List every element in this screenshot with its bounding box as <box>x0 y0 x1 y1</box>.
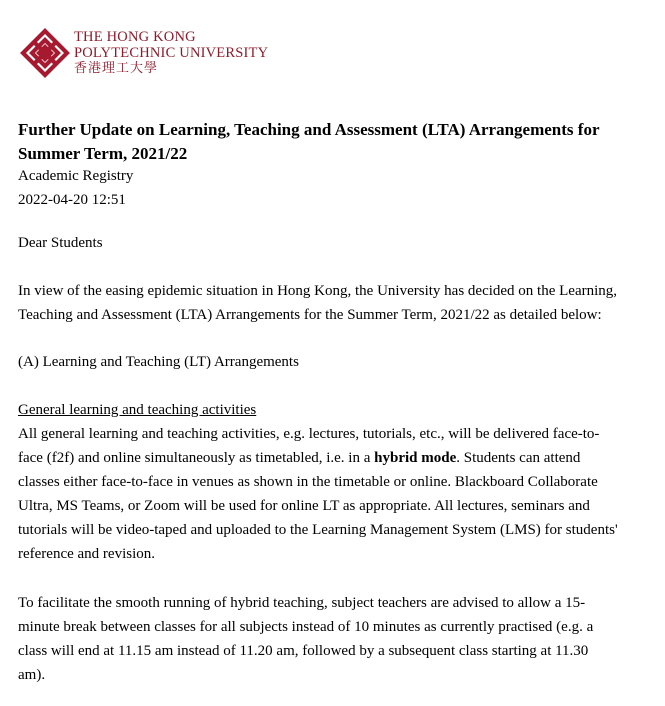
hybrid-teaching-paragraph <box>18 591 663 687</box>
hybrid-line-1: To facilitate the smooth running of hybrid teaching, subject teachers are advised to allow a 15- <box>18 595 586 611</box>
general-activities-paragraph <box>18 422 663 566</box>
notice-title: Further Update on Learning, Teaching and Assessment (LTA) Arrangements for Summer Term, 2021/22 <box>18 120 600 163</box>
polyu-knot-icon <box>18 28 72 78</box>
general-line-1: All general learning and teaching activities, e.g. lectures, tutorials, etc., will be delivered face-to- <box>18 426 600 442</box>
issuer: Academic Registry <box>18 168 134 184</box>
university-name-line1: THE HONG KONG <box>74 29 196 45</box>
general-line-4: Ultra, MS Teams, or Zoom will be used for online LT as appropriate. All lectures, seminars and <box>18 498 590 514</box>
intro-line-2: Teaching and Assessment (LTA) Arrangements for the Summer Term, 2021/22 as detailed below: <box>18 307 602 323</box>
greeting: Dear Students <box>18 235 103 251</box>
university-name-chinese: 香港理工大學 <box>74 61 159 76</box>
general-line-3: classes either face-to-face in venues as shown in the timetable or online. Blackboard Collaborate <box>18 474 598 490</box>
university-name <box>74 29 268 77</box>
general-line-5: tutorials will be video-taped and uploaded to the Learning Management System (LMS) for students' <box>18 522 618 538</box>
section-a-heading: (A) Learning and Teaching (LT) Arrangements <box>18 354 299 370</box>
general-line-2 <box>18 446 663 470</box>
intro-paragraph <box>18 279 663 327</box>
general-activities-subheading: General learning and teaching activities <box>18 402 257 418</box>
general-line-2-end: . Students can attend <box>456 450 581 466</box>
hybrid-line-3: class will end at 11.15 am instead of 11.20 am, followed by a subsequent class starting at 11.30 <box>18 643 589 659</box>
university-name-line2: POLYTECHNIC UNIVERSITY <box>74 45 269 61</box>
general-line-6: reference and revision. <box>18 546 156 562</box>
general-line-2-start: face (f2f) and online simultaneously as timetabled, i.e. in a <box>18 450 375 466</box>
hybrid-line-2: minute break between classes for all subjects instead of 10 minutes as currently practised (e.g. a <box>18 619 594 635</box>
hybrid-mode-emphasis: hybrid mode <box>374 450 457 466</box>
hybrid-line-4: am). <box>18 667 46 683</box>
timestamp: 2022-04-20 12:51 <box>18 192 126 208</box>
intro-line-1: In view of the easing epidemic situation in Hong Kong, the University has decided on the Learning, <box>18 283 618 299</box>
